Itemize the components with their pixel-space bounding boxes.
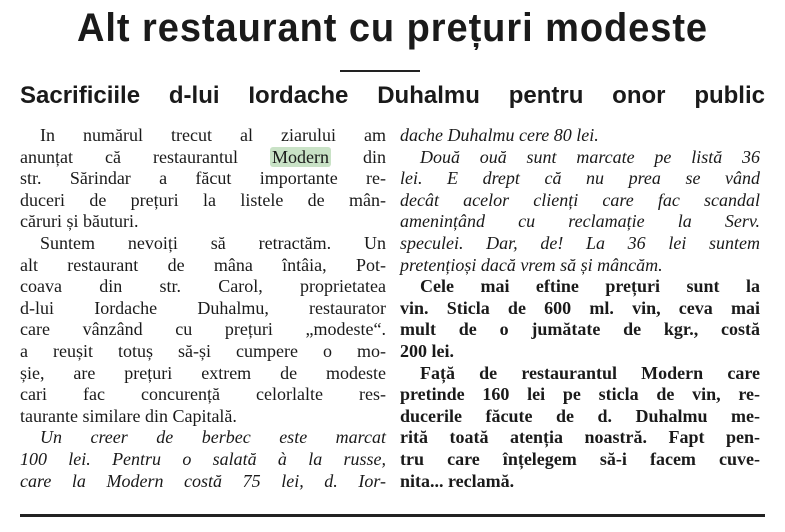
bottom-rule: [20, 514, 765, 517]
paragraph-4: [400, 147, 760, 277]
paragraph-5: [400, 276, 760, 362]
paragraph-3: [20, 427, 386, 492]
text-line: coava din str. Carol, proprietatea: [20, 276, 386, 297]
text-line: Suntem nevoiți să retractăm. Un: [40, 232, 386, 253]
text-line: lei. E drept că nu prea se vând: [400, 168, 760, 189]
text-line: alt restaurant de mâna întâia, Pot-: [20, 254, 386, 275]
highlighted-word-modern[interactable]: Modern: [271, 146, 329, 167]
article-headline: Alt restaurant cu prețuri modeste: [76, 6, 709, 50]
text-segment: din: [330, 146, 386, 167]
text-line: Un creer de berbec este marcat: [40, 427, 386, 448]
text-line: cari fac concurență celorlalte res-: [20, 384, 386, 405]
text-line: Cele mai eftine prețuri sunt la: [420, 276, 760, 297]
text-segment: anunțat că restaurantul: [20, 146, 270, 167]
text-line: tru care înțelegem să-i facem cuve-: [400, 448, 760, 469]
text-line: [20, 147, 386, 169]
text-line: mult de o jumătate de kgr., costă: [400, 319, 760, 340]
text-line: speculei. Dar, de! La 36 lei suntem: [400, 232, 760, 253]
text-line: amenințând cu reclamație la Serv.: [400, 211, 760, 232]
text-line: vin. Sticla de 600 ml. vin, ceva mai: [400, 297, 760, 318]
text-line: rită toată atenția noastră. Fapt pen-: [400, 427, 760, 448]
paragraph-1: [20, 125, 386, 233]
text-line: Față de restaurantul Modern care: [420, 362, 760, 383]
text-line: a reușit totuș să-și cumpere o mo-: [20, 340, 386, 361]
text-line: ducerile făcute de d. Duhalmu me-: [400, 405, 760, 426]
text-line: taurante similare din Capitală.: [20, 405, 237, 426]
headline-divider: [340, 70, 420, 72]
text-line: duceri de prețuri la listele de mân-: [20, 189, 386, 210]
text-line: nita... reclamă.: [400, 470, 515, 491]
paragraph-3-continued: [400, 125, 760, 147]
text-line: d-lui Iordache Duhalmu, restaurator: [20, 297, 386, 318]
text-line: Două ouă sunt marcate pe listă 36: [420, 146, 760, 167]
text-line: pretențioși dacă vrem să și mâncăm.: [400, 254, 663, 275]
text-line: 200 lei.: [400, 340, 454, 361]
text-line: str. Sărindar a făcut importante re-: [20, 168, 386, 189]
paragraph-2: [20, 233, 386, 427]
text-line: care la Modern costă 75 lei, d. Ior-: [20, 470, 386, 491]
article-column-2: [400, 125, 760, 492]
text-line: dache Duhalmu cere 80 lei.: [400, 125, 599, 145]
article-subheadline: Sacrificiile d-lui Iordache Duhalmu pentru onor public: [20, 82, 765, 109]
text-line: 100 lei. Pentru o salată à la russe,: [20, 448, 386, 469]
text-line: pretinde 160 lei pe sticla de vin, re-: [400, 384, 760, 405]
text-line: căruri și băuturi.: [20, 211, 139, 232]
paragraph-6: [400, 363, 760, 493]
text-line: șie, are prețuri extrem de modeste: [20, 362, 386, 383]
article-column-1: [20, 125, 386, 492]
text-line: decât acelor clienți care fac scandal: [400, 189, 760, 210]
text-line: In numărul trecut al ziarului am: [40, 125, 386, 145]
text-line: care vânzând cu prețuri „modeste“.: [20, 319, 386, 340]
